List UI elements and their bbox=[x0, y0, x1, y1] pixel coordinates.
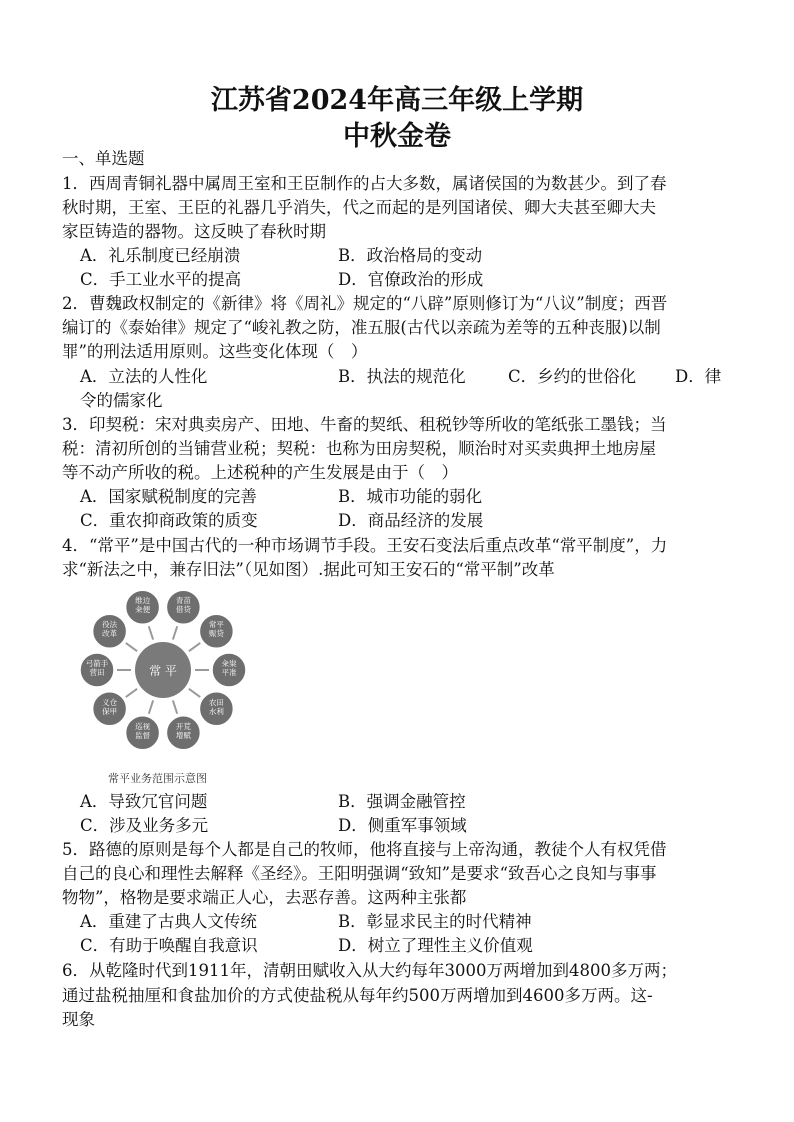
q5-option-b: B．彰显求民主的时代精神 bbox=[338, 912, 532, 931]
diagram-spoke bbox=[189, 689, 200, 697]
q1-line-2: 秋时期，王室、王臣的礼器几乎消失，代之而起的是列国诸侯、卿大夫甚至卿大夫 bbox=[62, 198, 656, 217]
diagram-node-label: 农田 bbox=[208, 697, 224, 707]
diagram-node-label: 赈贷 bbox=[208, 629, 224, 639]
diagram-node-label: 借贷 bbox=[175, 605, 191, 615]
q2-line-2: 编订的《泰始律》规定了“峻礼教之防，准五服(古代以亲疏为差等的五种丧服)以制 bbox=[62, 318, 661, 337]
diagram-spoke bbox=[149, 700, 153, 713]
exam-subtitle: 中秋金卷 bbox=[343, 121, 451, 152]
q1-line-3: 家臣铸造的器物。这反映了春秋时期 bbox=[62, 222, 326, 241]
q4-option-c: C．涉及业务多元 bbox=[80, 816, 209, 835]
q4-line-1: 4．“常平”是中国古代的一种市场调节手段。王安石变法后重点改革“常平制度”，力 bbox=[62, 536, 668, 555]
diagram-node-label: 维边 bbox=[135, 596, 151, 606]
diagram-center-label: 常 平 bbox=[149, 664, 177, 678]
diagram-node-label: 水利 bbox=[208, 706, 224, 716]
q2-option-a: A．立法的人性化 bbox=[80, 367, 208, 386]
diagram-node-label: 巡视 bbox=[135, 721, 151, 731]
q2-option-d-continued: 令的儒家化 bbox=[80, 391, 163, 410]
diagram-node-label: 籴粜 bbox=[221, 659, 237, 668]
diagram-spoke bbox=[126, 689, 137, 697]
diagram-node-label: 平准 bbox=[221, 668, 237, 677]
q3-line-2: 税：清初所创的当铺营业税；契税：也称为田房契税，顺治时对买卖典押土地房屋 bbox=[62, 439, 656, 458]
q2-option-d: D．律 bbox=[675, 367, 722, 386]
q4-option-b: B．强调金融管控 bbox=[338, 792, 466, 811]
diagram-node-label: 监督 bbox=[135, 730, 151, 740]
diagram-node-label: 常平 bbox=[208, 620, 224, 630]
diagram-node-label: 开荒 bbox=[175, 721, 191, 731]
q1-option-b: B．政治格局的变动 bbox=[338, 246, 483, 265]
diagram-node-label: 义仓 bbox=[102, 697, 118, 707]
q5-option-a: A．重建了古典人文传统 bbox=[80, 912, 257, 931]
diagram-spoke bbox=[126, 643, 137, 651]
q2-line-3: 罪”的刑法适用原则。这些变化体现（ ） bbox=[62, 342, 368, 361]
q6-line-2: 通过盐税抽厘和食盐加价的方式使盐税从每年约500万两增加到4600多万两。这- bbox=[62, 986, 653, 1005]
diagram-spoke bbox=[173, 626, 177, 639]
exam-title: 江苏省2024年高三年级上学期 bbox=[210, 85, 584, 116]
diagram-node-label: 改革 bbox=[102, 629, 118, 639]
q5-option-c: C．有助于唤醒自我意识 bbox=[80, 936, 258, 955]
q2-line-1: 2．曹魏政权制定的《新律》将《周礼》规定的“八辟”原则修订为“八议”制度；西晋 bbox=[62, 294, 668, 313]
q1-option-c: C．手工业水平的提高 bbox=[80, 270, 242, 289]
q3-line-3: 等不动产所收的税。上述税种的产生发展是由于（ ） bbox=[62, 463, 458, 482]
diagram-node-label: 增赋 bbox=[175, 730, 191, 740]
q5-line-2: 自己的良心和理性去解释《圣经》。王阳明强调“致知”是要求“致吾心之良知与事事 bbox=[62, 864, 657, 883]
q5-line-3: 物物”，格物是要求端正人心，去恶存善。这两种主张都 bbox=[62, 888, 467, 907]
q5-line-1: 5．路德的原则是每个人都是自己的牧师，他将直接与上帝沟通，教徒个人有权凭借 bbox=[62, 840, 667, 859]
q1-line-1: 1．西周青铜礼器中属周王室和王臣制作的占大多数，属诸侯国的为数甚少。到了春 bbox=[62, 174, 667, 193]
q4-option-d: D．侧重军事领域 bbox=[338, 816, 467, 835]
diagram-node-label: 青苗 bbox=[175, 596, 191, 606]
q3-option-a: A．国家赋税制度的完善 bbox=[80, 487, 257, 506]
q5-option-d: D．树立了理性主义价值观 bbox=[338, 936, 533, 955]
diagram-node-label: 营田 bbox=[89, 668, 105, 677]
diagram-spoke bbox=[149, 626, 153, 639]
q4-line-2: 求“新法之中，兼存旧法”（见如图）.据此可知王安石的“常平制”改革 bbox=[62, 560, 555, 579]
q1-option-a: A．礼乐制度已经崩溃 bbox=[80, 246, 241, 265]
diagram-node-label: 役法 bbox=[102, 620, 118, 630]
q2-option-c: C．乡约的世俗化 bbox=[508, 367, 637, 386]
q6-line-3: 现象 bbox=[62, 1010, 95, 1029]
q3-option-c: C．重农抑商政策的质变 bbox=[80, 511, 258, 530]
diagram-caption: 常平业务范围示意图 bbox=[108, 772, 207, 785]
diagram-spoke bbox=[173, 700, 177, 713]
q3-line-1: 3．印契税：宋对典卖房产、田地、牛畜的契纸、租税钞等所收的笔纸张工墨钱；当 bbox=[62, 415, 667, 434]
q6-line-1: 6．从乾隆时代到1911年，清朝田赋收入从大约每年3000万两增加到4800多万两； bbox=[62, 961, 677, 980]
q1-option-d: D．官僚政治的形成 bbox=[338, 270, 484, 289]
changping-diagram bbox=[70, 585, 256, 785]
diagram-node-label: 籴便 bbox=[135, 605, 151, 615]
diagram-spoke bbox=[189, 643, 200, 651]
diagram-node-label: 保甲 bbox=[102, 706, 118, 716]
q3-option-b: B．城市功能的弱化 bbox=[338, 487, 483, 506]
section-heading: 一、单选题 bbox=[62, 149, 145, 168]
q3-option-d: D．商品经济的发展 bbox=[338, 511, 484, 530]
q2-option-b: B．执法的规范化 bbox=[338, 367, 466, 386]
diagram-node-label: 弓箭手 bbox=[85, 659, 109, 668]
q4-option-a: A．导致冗官问题 bbox=[80, 792, 208, 811]
